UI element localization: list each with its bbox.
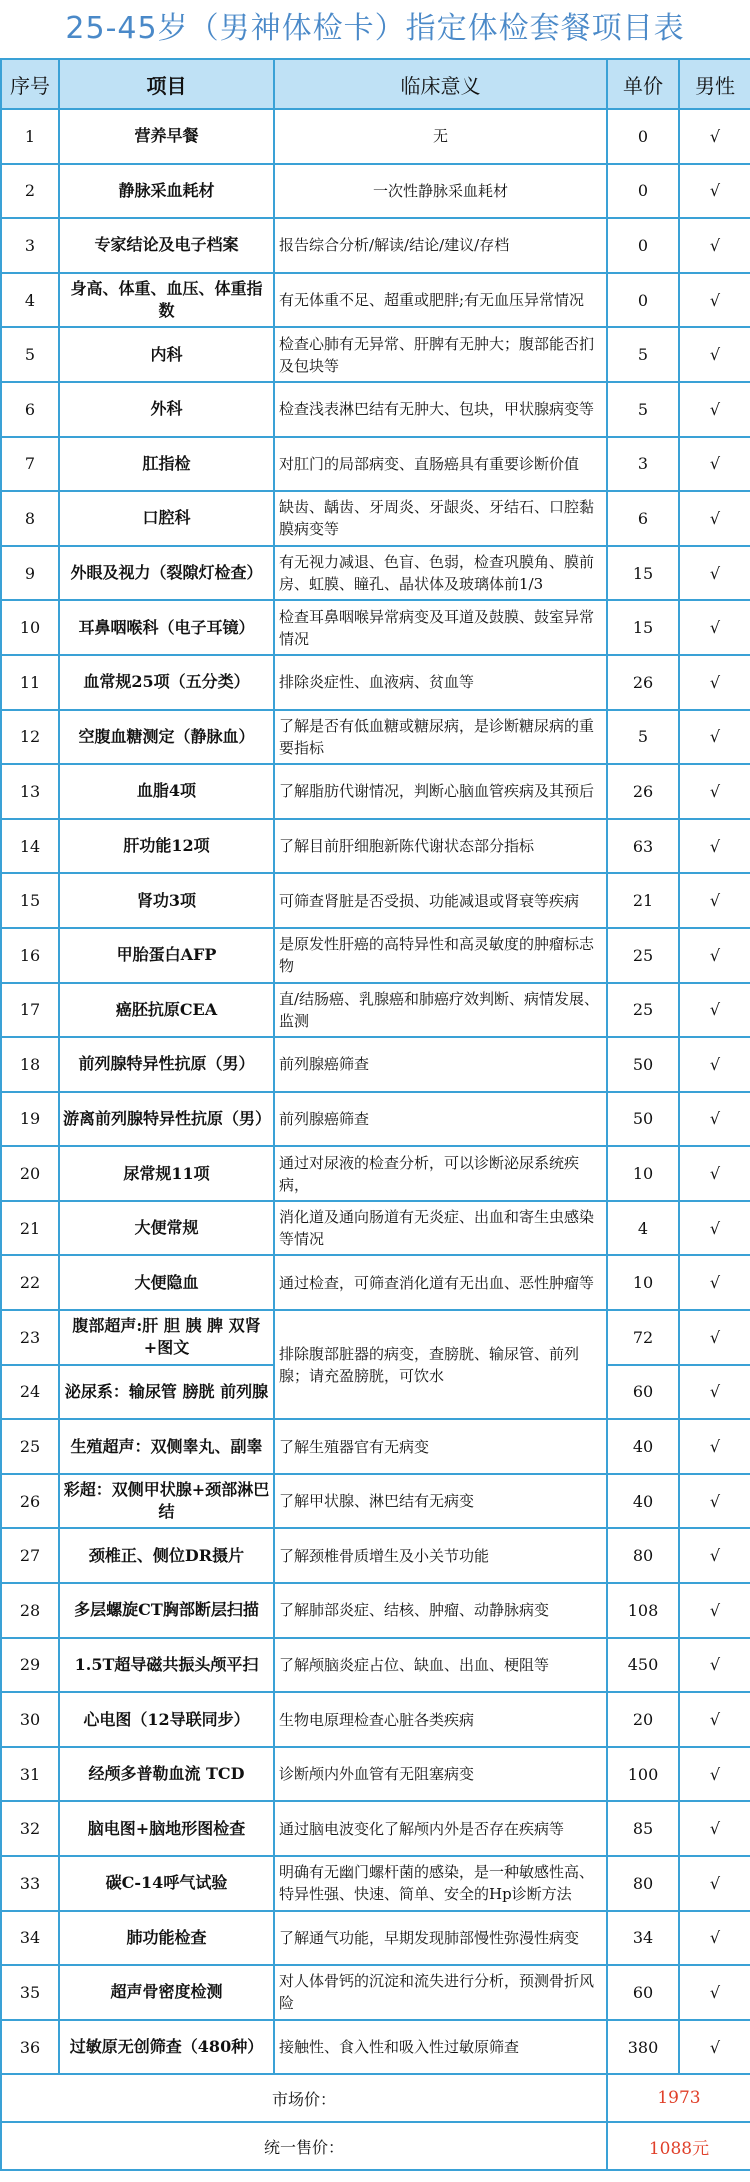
row-significance: 一次性静脉采血耗材 [274, 164, 607, 219]
row-price: 108 [607, 1583, 679, 1638]
row-price: 34 [607, 1911, 679, 1966]
row-significance: 报告综合分析/解读/结论/建议/存档 [274, 218, 607, 273]
row-significance: 是原发性肝癌的高特异性和高灵敏度的肿瘤标志物 [274, 928, 607, 983]
table-row [1, 273, 750, 328]
table-row [1, 1037, 750, 1092]
row-number: 8 [1, 491, 59, 546]
row-price: 15 [607, 546, 679, 601]
row-price: 6 [607, 491, 679, 546]
row-significance: 有无视力减退、色盲、色弱，检查巩膜角、膜前房、虹膜、瞳孔、晶状体及玻璃体前1/3 [274, 546, 607, 601]
row-significance: 可筛查肾脏是否受损、功能减退或肾衰等疾病 [274, 873, 607, 928]
table-row [1, 600, 750, 655]
row-price: 5 [607, 382, 679, 437]
row-significance: 了解生殖器官有无病变 [274, 1419, 607, 1474]
row-male-check: √ [679, 1638, 750, 1693]
row-price: 450 [607, 1638, 679, 1693]
row-price: 10 [607, 1255, 679, 1310]
row-item: 外科 [59, 382, 274, 437]
row-number: 10 [1, 600, 59, 655]
row-price: 80 [607, 1528, 679, 1583]
row-price: 380 [607, 2020, 679, 2075]
row-male-check: √ [679, 1092, 750, 1147]
table-row [1, 437, 750, 492]
row-item: 经颅多普勒血流 TCD [59, 1747, 274, 1802]
row-male-check: √ [679, 273, 750, 328]
market-price-row [1, 2074, 750, 2122]
table-row [1, 1528, 750, 1583]
table-row [1, 109, 750, 164]
row-item: 专家结论及电子档案 [59, 218, 274, 273]
row-price: 72 [607, 1310, 679, 1365]
row-male-check: √ [679, 164, 750, 219]
row-item: 甲胎蛋白AFP [59, 928, 274, 983]
table-row [1, 1965, 750, 2020]
row-male-check: √ [679, 327, 750, 382]
row-male-check: √ [679, 1583, 750, 1638]
row-item: 尿常规11项 [59, 1146, 274, 1201]
table-row [1, 1856, 750, 1911]
row-item: 肾功3项 [59, 873, 274, 928]
row-price: 63 [607, 819, 679, 874]
row-item: 前列腺特异性抗原（男） [59, 1037, 274, 1092]
table-header-row [1, 59, 750, 109]
row-significance: 了解肺部炎症、结核、肿瘤、动静脉病变 [274, 1583, 607, 1638]
row-price: 10 [607, 1146, 679, 1201]
table-row [1, 1583, 750, 1638]
row-price: 80 [607, 1856, 679, 1911]
table-row [1, 819, 750, 874]
row-item: 泌尿系：输尿管 膀胱 前列腺 [59, 1365, 274, 1420]
row-item: 彩超：双侧甲状腺+颈部淋巴结 [59, 1474, 274, 1529]
row-number: 1 [1, 109, 59, 164]
row-significance: 缺齿、龋齿、牙周炎、牙龈炎、牙结石、口腔黏膜病变等 [274, 491, 607, 546]
row-number: 36 [1, 2020, 59, 2075]
row-number: 26 [1, 1474, 59, 1529]
table-row [1, 2020, 750, 2075]
row-significance: 了解通气功能，早期发现肺部慢性弥漫性病变 [274, 1911, 607, 1966]
row-price: 50 [607, 1037, 679, 1092]
table-row [1, 1255, 750, 1310]
table-row [1, 764, 750, 819]
row-significance: 诊断颅内外血管有无阻塞病变 [274, 1747, 607, 1802]
row-item: 空腹血糖测定（静脉血） [59, 710, 274, 765]
row-significance: 了解是否有低血糖或糖尿病，是诊断糖尿病的重要指标 [274, 710, 607, 765]
row-significance: 生物电原理检查心脏各类疾病 [274, 1692, 607, 1747]
sale-price-value: 1088元 [607, 2122, 750, 2170]
row-number: 28 [1, 1583, 59, 1638]
row-significance: 了解脂肪代谢情况，判断心脑血管疾病及其预后 [274, 764, 607, 819]
row-male-check: √ [679, 600, 750, 655]
row-number: 14 [1, 819, 59, 874]
row-significance: 排除腹部脏器的病变，查膀胱、输尿管、前列腺；请充盈膀胱，可饮水 [274, 1310, 607, 1419]
row-price: 5 [607, 710, 679, 765]
row-significance: 检查心肺有无异常、肝脾有无肿大；腹部能否扪及包块等 [274, 327, 607, 382]
row-price: 15 [607, 600, 679, 655]
row-item: 血脂4项 [59, 764, 274, 819]
row-significance: 了解目前肝细胞新陈代谢状态部分指标 [274, 819, 607, 874]
row-price: 40 [607, 1419, 679, 1474]
row-significance: 对肛门的局部病变、直肠癌具有重要诊断价值 [274, 437, 607, 492]
row-male-check: √ [679, 655, 750, 710]
row-male-check: √ [679, 1692, 750, 1747]
row-number: 17 [1, 983, 59, 1038]
row-male-check: √ [679, 1747, 750, 1802]
row-price: 4 [607, 1201, 679, 1256]
row-significance: 无 [274, 109, 607, 164]
col-header-item: 项目 [59, 59, 274, 109]
table-row [1, 1310, 750, 1365]
table-row [1, 327, 750, 382]
table-row [1, 1146, 750, 1201]
table-row [1, 655, 750, 710]
row-male-check: √ [679, 1255, 750, 1310]
table-row [1, 983, 750, 1038]
row-male-check: √ [679, 437, 750, 492]
sale-price-row [1, 2122, 750, 2170]
row-significance: 了解颅脑炎症占位、缺血、出血、梗阻等 [274, 1638, 607, 1693]
row-price: 0 [607, 109, 679, 164]
row-male-check: √ [679, 1419, 750, 1474]
row-number: 11 [1, 655, 59, 710]
table-row [1, 382, 750, 437]
row-male-check: √ [679, 1965, 750, 2020]
row-price: 5 [607, 327, 679, 382]
row-male-check: √ [679, 983, 750, 1038]
row-male-check: √ [679, 1310, 750, 1365]
col-header-price: 单价 [607, 59, 679, 109]
row-item: 超声骨密度检测 [59, 1965, 274, 2020]
row-male-check: √ [679, 1365, 750, 1420]
row-male-check: √ [679, 819, 750, 874]
row-male-check: √ [679, 710, 750, 765]
row-item: 过敏原无创筛查（480种） [59, 2020, 274, 2075]
row-price: 0 [607, 273, 679, 328]
row-male-check: √ [679, 1528, 750, 1583]
table-row [1, 1801, 750, 1856]
sale-price-label: 统一售价： [1, 2122, 607, 2170]
row-significance: 了解颈椎骨质增生及小关节功能 [274, 1528, 607, 1583]
row-number: 25 [1, 1419, 59, 1474]
row-number: 34 [1, 1911, 59, 1966]
row-price: 21 [607, 873, 679, 928]
row-item: 游离前列腺特异性抗原（男） [59, 1092, 274, 1147]
row-number: 6 [1, 382, 59, 437]
row-number: 16 [1, 928, 59, 983]
row-significance: 对人体骨钙的沉淀和流失进行分析，预测骨折风险 [274, 1965, 607, 2020]
row-male-check: √ [679, 2020, 750, 2075]
row-item: 血常规25项（五分类） [59, 655, 274, 710]
row-number: 4 [1, 273, 59, 328]
row-number: 3 [1, 218, 59, 273]
row-item: 肺功能检查 [59, 1911, 274, 1966]
market-price-value: 1973 [607, 2074, 750, 2122]
table-row [1, 1747, 750, 1802]
table-row [1, 164, 750, 219]
row-price: 25 [607, 928, 679, 983]
row-item: 癌胚抗原CEA [59, 983, 274, 1038]
col-header-significance: 临床意义 [274, 59, 607, 109]
row-male-check: √ [679, 764, 750, 819]
row-number: 29 [1, 1638, 59, 1693]
row-item: 颈椎正、侧位DR摄片 [59, 1528, 274, 1583]
row-price: 25 [607, 983, 679, 1038]
page-title: 25-45岁（男神体检卡）指定体检套餐项目表 [65, 11, 685, 46]
row-male-check: √ [679, 873, 750, 928]
row-significance: 了解甲状腺、淋巴结有无病变 [274, 1474, 607, 1529]
row-price: 40 [607, 1474, 679, 1529]
row-male-check: √ [679, 1911, 750, 1966]
row-number: 27 [1, 1528, 59, 1583]
row-price: 60 [607, 1365, 679, 1420]
table-row [1, 1474, 750, 1529]
exam-items-table [0, 58, 750, 2171]
row-number: 2 [1, 164, 59, 219]
row-significance: 通过脑电波变化了解颅内外是否存在疾病等 [274, 1801, 607, 1856]
row-number: 21 [1, 1201, 59, 1256]
row-significance: 消化道及通向肠道有无炎症、出血和寄生虫感染等情况 [274, 1201, 607, 1256]
row-significance: 有无体重不足、超重或肥胖;有无血压异常情况 [274, 273, 607, 328]
row-number: 7 [1, 437, 59, 492]
row-number: 13 [1, 764, 59, 819]
table-row [1, 710, 750, 765]
market-price-label: 市场价： [1, 2074, 607, 2122]
row-price: 0 [607, 218, 679, 273]
row-item: 生殖超声：双侧睾丸、副睾 [59, 1419, 274, 1474]
row-item: 肝功能12项 [59, 819, 274, 874]
table-row [1, 1419, 750, 1474]
row-item: 大便常规 [59, 1201, 274, 1256]
row-significance: 前列腺癌筛查 [274, 1037, 607, 1092]
row-item: 耳鼻咽喉科（电子耳镜） [59, 600, 274, 655]
col-header-no: 序号 [1, 59, 59, 109]
row-number: 20 [1, 1146, 59, 1201]
row-item: 1.5T超导磁共振头颅平扫 [59, 1638, 274, 1693]
row-price: 100 [607, 1747, 679, 1802]
row-significance: 直/结肠癌、乳腺癌和肺癌疗效判断、病情发展、监测 [274, 983, 607, 1038]
row-number: 15 [1, 873, 59, 928]
row-number: 5 [1, 327, 59, 382]
row-item: 碳C-14呼气试验 [59, 1856, 274, 1911]
row-item: 口腔科 [59, 491, 274, 546]
row-male-check: √ [679, 1037, 750, 1092]
row-male-check: √ [679, 1146, 750, 1201]
row-male-check: √ [679, 382, 750, 437]
row-male-check: √ [679, 1801, 750, 1856]
row-item: 大便隐血 [59, 1255, 274, 1310]
table-row [1, 546, 750, 601]
row-price: 60 [607, 1965, 679, 2020]
row-item: 心电图（12导联同步） [59, 1692, 274, 1747]
row-number: 22 [1, 1255, 59, 1310]
row-item: 腹部超声:肝 胆 胰 脾 双肾+图文 [59, 1310, 274, 1365]
row-male-check: √ [679, 1474, 750, 1529]
row-number: 24 [1, 1365, 59, 1420]
row-male-check: √ [679, 1201, 750, 1256]
row-significance: 检查耳鼻咽喉异常病变及耳道及鼓膜、鼓室异常情况 [274, 600, 607, 655]
row-number: 19 [1, 1092, 59, 1147]
row-number: 18 [1, 1037, 59, 1092]
row-number: 33 [1, 1856, 59, 1911]
row-item: 营养早餐 [59, 109, 274, 164]
row-number: 23 [1, 1310, 59, 1365]
row-male-check: √ [679, 109, 750, 164]
row-significance: 检查浅表淋巴结有无肿大、包块，甲状腺病变等 [274, 382, 607, 437]
row-significance: 通过检查，可筛查消化道有无出血、恶性肿瘤等 [274, 1255, 607, 1310]
row-male-check: √ [679, 546, 750, 601]
row-price: 0 [607, 164, 679, 219]
table-row [1, 218, 750, 273]
row-number: 32 [1, 1801, 59, 1856]
table-row [1, 873, 750, 928]
row-item: 肛指检 [59, 437, 274, 492]
row-number: 12 [1, 710, 59, 765]
table-row [1, 1638, 750, 1693]
row-item: 内科 [59, 327, 274, 382]
row-male-check: √ [679, 218, 750, 273]
col-header-male: 男性 [679, 59, 750, 109]
row-number: 31 [1, 1747, 59, 1802]
table-row [1, 1692, 750, 1747]
table-row [1, 1092, 750, 1147]
table-row [1, 491, 750, 546]
row-item: 身高、体重、血压、体重指数 [59, 273, 274, 328]
row-number: 30 [1, 1692, 59, 1747]
row-price: 3 [607, 437, 679, 492]
row-price: 26 [607, 655, 679, 710]
row-significance: 排除炎症性、血液病、贫血等 [274, 655, 607, 710]
row-number: 35 [1, 1965, 59, 2020]
row-male-check: √ [679, 1856, 750, 1911]
row-number: 9 [1, 546, 59, 601]
table-row [1, 1911, 750, 1966]
row-male-check: √ [679, 491, 750, 546]
row-price: 50 [607, 1092, 679, 1147]
table-row [1, 1201, 750, 1256]
row-item: 静脉采血耗材 [59, 164, 274, 219]
row-significance: 通过对尿液的检查分析，可以诊断泌尿系统疾病， [274, 1146, 607, 1201]
row-item: 脑电图+脑地形图检查 [59, 1801, 274, 1856]
row-significance: 接触性、食入性和吸入性过敏原筛查 [274, 2020, 607, 2075]
row-item: 多层螺旋CT胸部断层扫描 [59, 1583, 274, 1638]
row-male-check: √ [679, 928, 750, 983]
row-item: 外眼及视力（裂隙灯检查） [59, 546, 274, 601]
row-price: 20 [607, 1692, 679, 1747]
table-row [1, 928, 750, 983]
row-significance: 明确有无幽门螺杆菌的感染，是一种敏感性高、特异性强、快速、简单、安全的Hp诊断方法 [274, 1856, 607, 1911]
row-significance: 前列腺癌筛查 [274, 1092, 607, 1147]
row-price: 26 [607, 764, 679, 819]
row-price: 85 [607, 1801, 679, 1856]
